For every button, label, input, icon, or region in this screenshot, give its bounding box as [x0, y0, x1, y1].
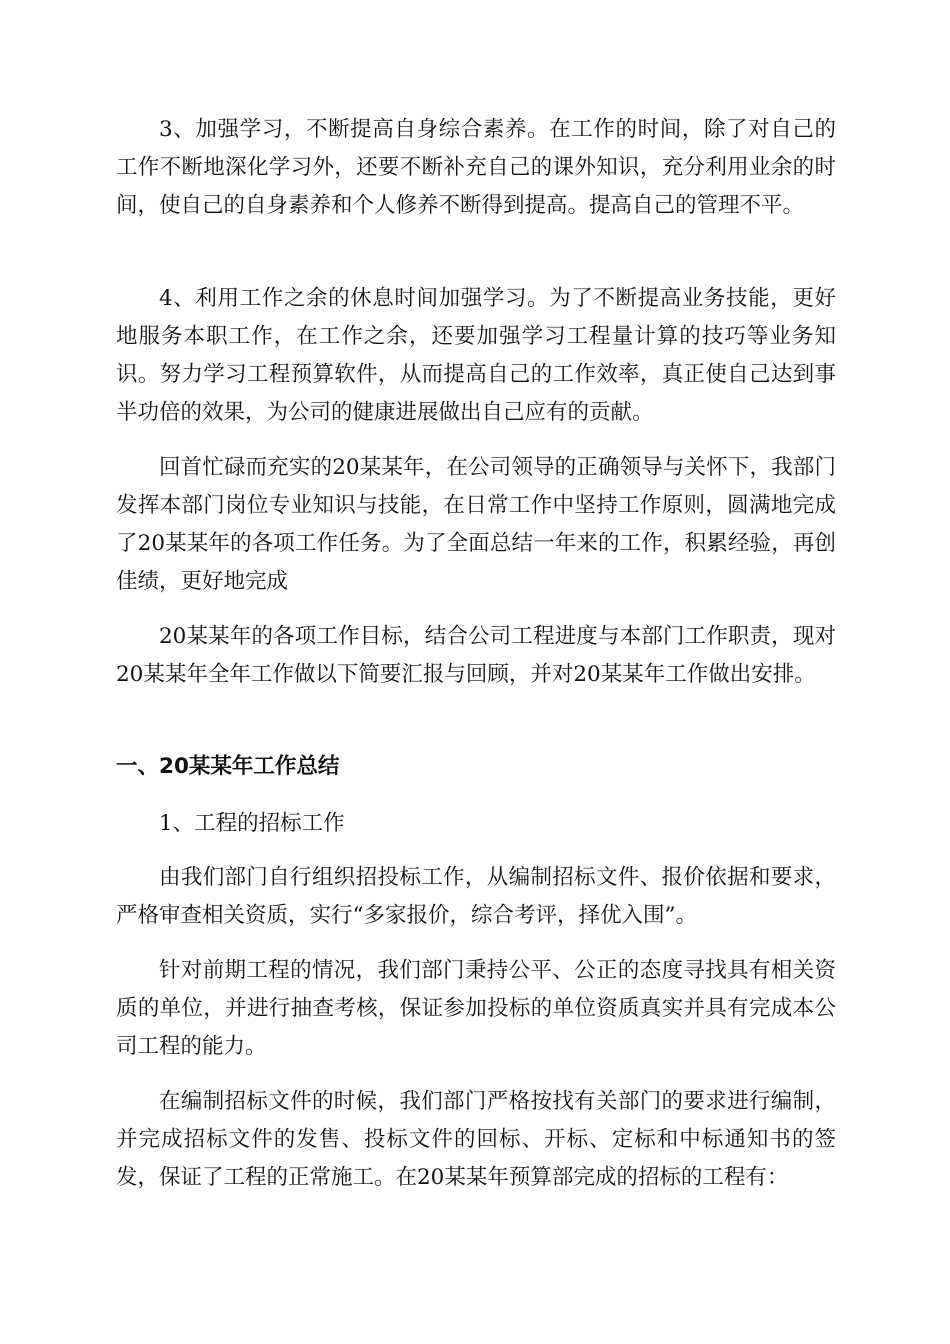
paragraph-work-goals: 20某某年的各项工作目标，结合公司工程进度与本部门工作职责，现对20某某年全年工作做以下简要汇报与回顾，并对20某某年工作做出安排。	[116, 624, 836, 687]
paragraph-qualification-check: 针对前期工程的情况，我们部门秉持公平、公正的态度寻找具有相关资质的单位，并进行抽查考核，保证参加投标的单位资质真实并具有完成本公司工程的能力。	[116, 958, 836, 1059]
section-heading-summary: 一、20某某年工作总结	[116, 754, 340, 779]
subheading-bidding-work: 1、工程的招标工作	[159, 811, 345, 836]
paragraph-bidding-organization: 由我们部门自行组织招投标工作，从编制招标文件、报价依据和要求，严格审查相关资质，实行“多家报价，综合考评，择优入围”。	[116, 865, 836, 928]
paragraph-study-quality: 3、加强学习，不断提高自身综合素养。在工作的时间，除了对自己的工作不断地深化学习外，还要不断补充自己的课外知识，充分利用业余的时间，使自己的自身素养和个人修养不断得到提高。提高自己的管理不平。	[116, 117, 836, 218]
paragraph-bidding-documents: 在编制招标文件的时候，我们部门严格按找有关部门的要求进行编制，并完成招标文件的发售、投标文件的回标、开标、定标和中标通知书的签发，保证了工程的正常施工。在20某某年预算部完成的招标的工程有：	[116, 1089, 836, 1190]
paragraph-year-review: 回首忙碌而充实的20某某年，在公司领导的正确领导与关怀下，我部门发挥本部门岗位专业知识与技能，在日常工作中坚持工作原则，圆满地完成了20某某年的各项工作任务。为了全面总结一年来的工作，积累经验，再创佳绩，更好地完成	[116, 455, 836, 594]
paragraph-spare-time-study: 4、利用工作之余的休息时间加强学习。为了不断提高业务技能，更好地服务本职工作，在工作之余，还要加强学习工程量计算的技巧等业务知识。努力学习工程预算软件，从而提高自己的工作效率，真正使自己达到事半功倍的效果，为公司的健康进展做出自己应有的贡献。	[116, 286, 836, 425]
